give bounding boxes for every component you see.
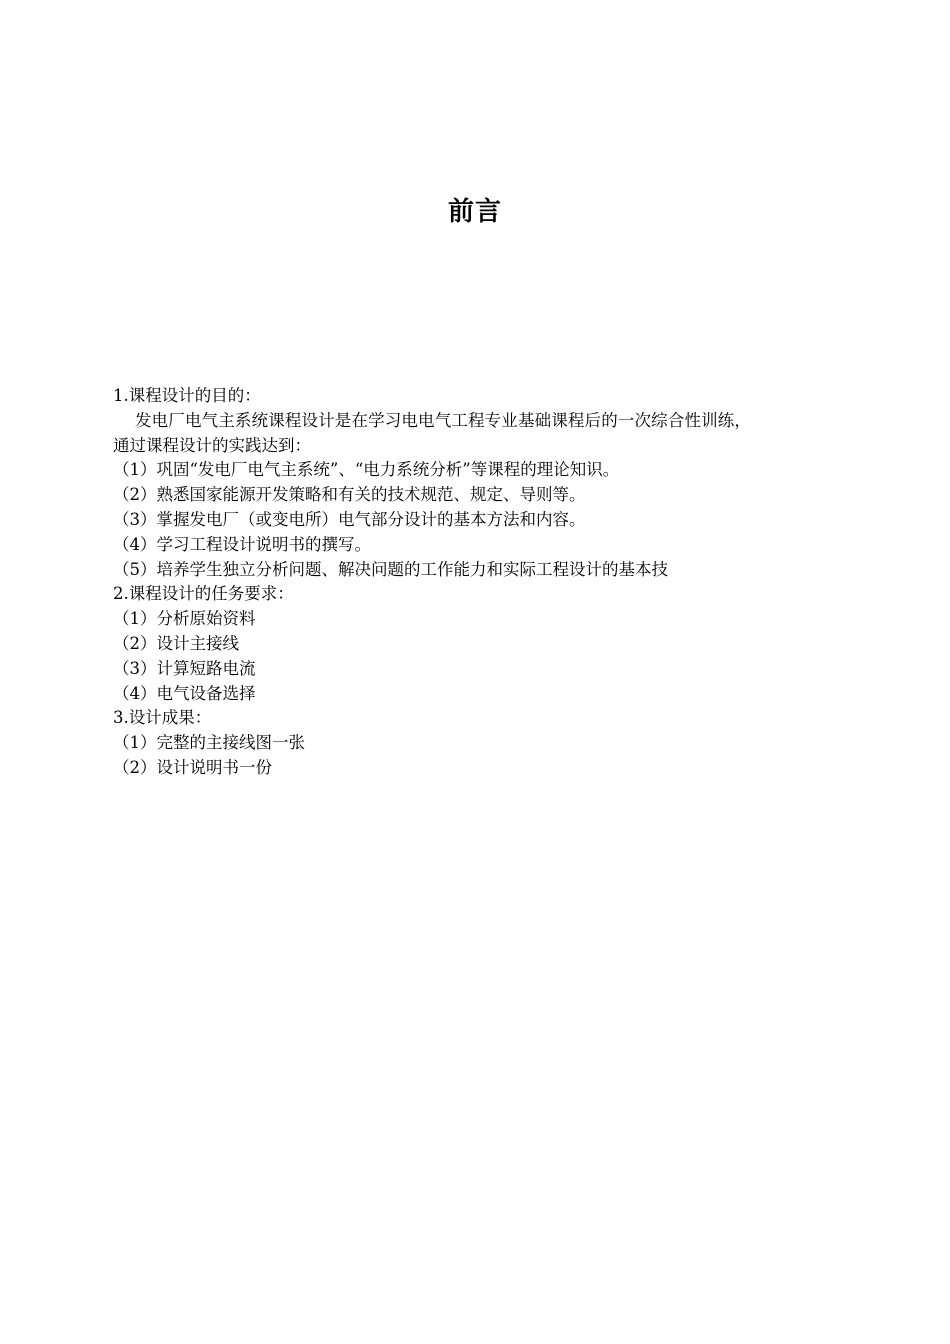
purpose-item: （3）掌握发电厂（或变电所）电气部分设计的基本方法和内容。 bbox=[113, 509, 586, 529]
purpose-intro-line-1: 发电厂电气主系统课程设计是在学习电电气工程专业基础课程后的一次综合性训练， bbox=[135, 410, 752, 430]
purpose-intro-line-2: 通过课程设计的实践达到： bbox=[113, 435, 311, 455]
task-item: （4）电气设备选择 bbox=[113, 683, 256, 703]
purpose-item: （1）巩固“发电厂电气主系统”、“电力系统分析”等课程的理论知识。 bbox=[113, 460, 620, 480]
result-item: （1）完整的主接线图一张 bbox=[113, 733, 305, 753]
task-item: （1）分析原始资料 bbox=[113, 609, 256, 629]
section-heading-results: 3.设计成果： bbox=[113, 708, 212, 728]
task-item: （3）计算短路电流 bbox=[113, 658, 256, 678]
purpose-item: （4）学习工程设计说明书的撰写。 bbox=[113, 534, 371, 554]
document-body bbox=[113, 384, 853, 781]
purpose-item: （2）熟悉国家能源开发策略和有关的技术规范、规定、导则等。 bbox=[113, 485, 586, 505]
section-heading-tasks: 2.课程设计的任务要求： bbox=[113, 584, 294, 604]
purpose-item: （5）培养学生独立分析问题、解决问题的工作能力和实际工程设计的基本技 bbox=[113, 559, 668, 579]
page-title: 前言 bbox=[447, 197, 502, 227]
task-item: （2）设计主接线 bbox=[113, 633, 239, 653]
section-heading-purpose: 1.课程设计的目的： bbox=[113, 386, 261, 405]
result-item: （2）设计说明书一份 bbox=[113, 757, 272, 777]
